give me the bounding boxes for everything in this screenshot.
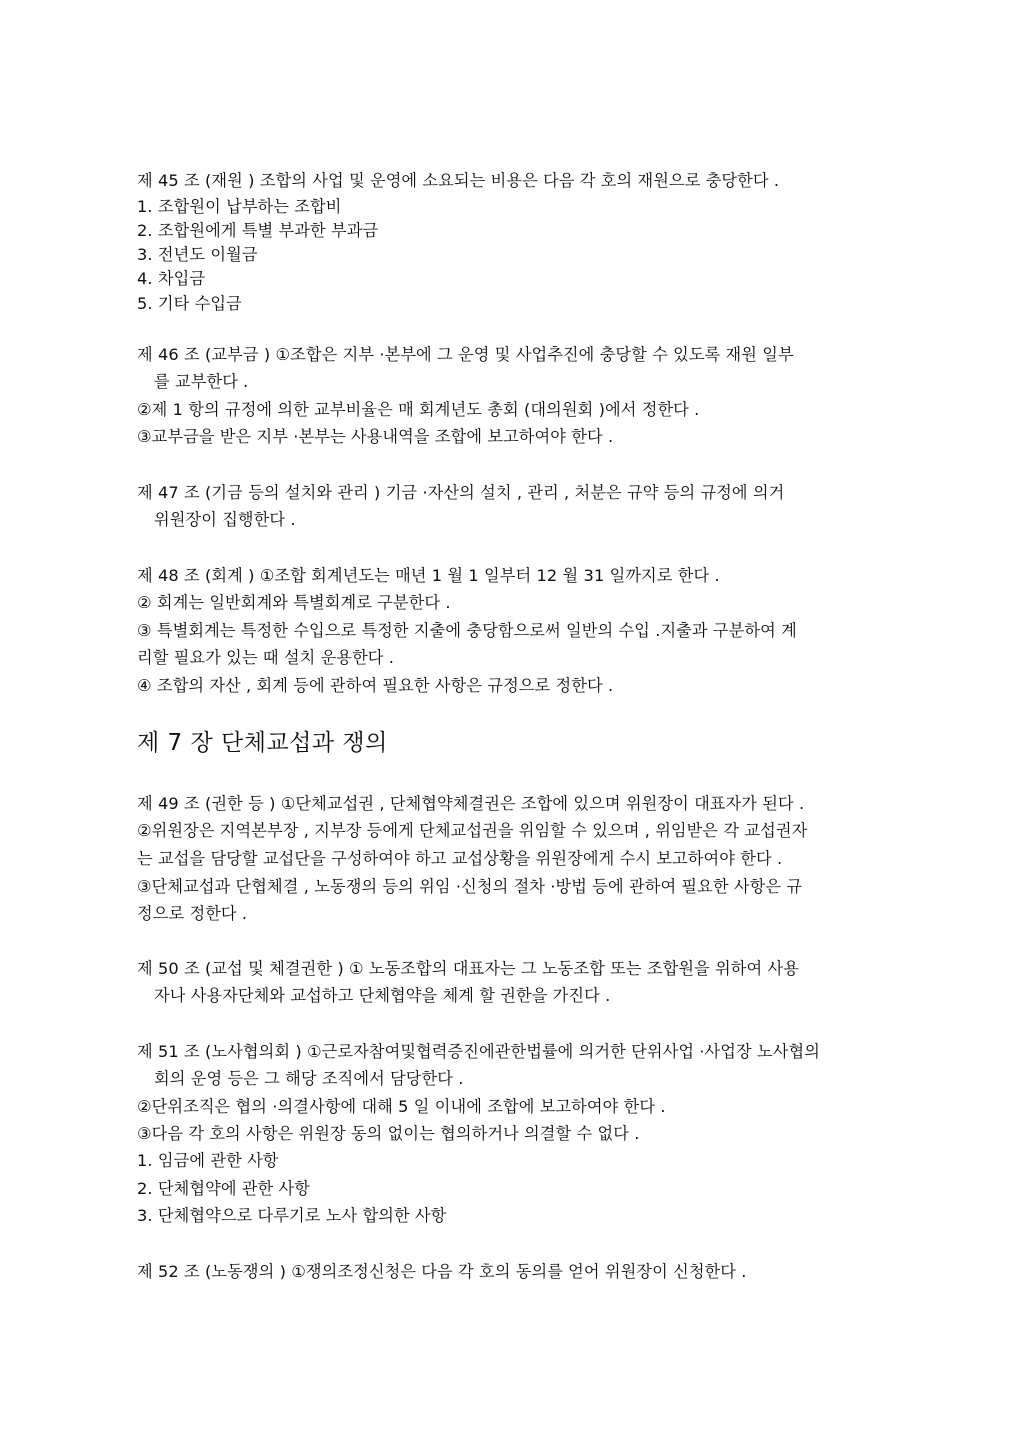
article-50-heading: 제 50 조 (교섭 및 체결권한 ) ① 노동조합의 대표자는 그 노동조합 또는 조합원을 위하여 사용 <box>137 959 799 978</box>
article-46-paragraph: ③교부금을 받은 지부 ·본부는 사용내역을 조합에 보고하여야 한다 . <box>137 427 614 446</box>
article-46-heading: 제 46 조 (교부금 ) ①조합은 지부 ·본부에 그 운영 및 사업추진에 충당할 수 있도록 재원 일부 <box>137 345 794 364</box>
article-48-paragraph: ② 회계는 일반회계와 특별회계로 구분한다 . <box>137 593 451 612</box>
article-48-paragraph: 리할 필요가 있는 때 설치 운용한다 . <box>137 648 395 667</box>
article-45-heading: 제 45 조 (재원 ) 조합의 사업 및 운영에 소요되는 비용은 다음 각 호의 재원으로 충당한다 . <box>137 171 780 190</box>
list-item: 1. 임금에 관한 사항 <box>137 1151 279 1170</box>
list-item: 2. 단체협약에 관한 사항 <box>137 1179 311 1198</box>
article-49-paragraph: 정으로 정한다 . <box>137 904 248 923</box>
list-item: 3. 단체협약으로 다루기로 노사 합의한 사항 <box>137 1206 447 1225</box>
article-47-heading: 제 47 조 (기금 등의 설치와 관리 ) 기금 ·자산의 설치 , 관리 , 처분은 규약 등의 규정에 의거 <box>137 483 785 502</box>
article-49-paragraph: ③단체교섭과 단협체결 , 노동쟁의 등의 위임 ·신청의 절차 ·방법 등에 관하여 필요한 사항은 규 <box>137 877 803 896</box>
article-48-paragraph: ③ 특별회계는 특정한 수입으로 특정한 지출에 충당함으로써 일반의 수입 .지출과 구분하여 계 <box>137 621 797 640</box>
article-50-continuation: 자나 사용자단체와 교섭하고 단체협약을 체계 할 권한을 가진다 . <box>154 986 611 1005</box>
chapter-title: 제 7 장 단체교섭과 쟁의 <box>137 730 388 756</box>
article-48-paragraph: ④ 조합의 자산 , 회계 등에 관하여 필요한 사항은 규정으로 정한다 . <box>137 676 614 695</box>
article-52-heading: 제 52 조 (노동쟁의 ) ①쟁의조정신청은 다음 각 호의 동의를 얻어 위원장이 신청한다 . <box>137 1262 747 1281</box>
article-47-continuation: 위원장이 집행한다 . <box>154 510 296 529</box>
list-item: 4. 차입금 <box>137 269 206 288</box>
list-item: 1. 조합원이 납부하는 조합비 <box>137 197 342 216</box>
article-49-heading: 제 49 조 (권한 등 ) ①단체교섭권 , 단체협약체결권은 조합에 있으며 위원장이 대표자가 된다 . <box>137 794 805 813</box>
article-49-paragraph: 는 교섭을 담당할 교섭단을 구성하여야 하고 교섭상황을 위원장에게 수시 보고하여야 한다 . <box>137 849 783 868</box>
article-46-continuation: 를 교부한다 . <box>154 372 249 391</box>
list-item: 3. 전년도 이월금 <box>137 245 258 264</box>
article-46-paragraph: ②제 1 항의 규정에 의한 교부비율은 매 회계년도 총회 (대의원회 )에서 정한다 . <box>137 400 700 419</box>
article-51-paragraph: ②단위조직은 협의 ·의결사항에 대해 5 일 이내에 조합에 보고하여야 한다 . <box>137 1097 666 1116</box>
article-51-paragraph: ③다음 각 호의 사항은 위원장 동의 없이는 협의하거나 의결할 수 없다 . <box>137 1124 640 1143</box>
article-51-continuation: 회의 운영 등은 그 해당 조직에서 담당한다 . <box>154 1069 464 1088</box>
list-item: 5. 기타 수입금 <box>137 294 242 313</box>
article-48-heading: 제 48 조 (회계 ) ①조합 회계년도는 매년 1 월 1 일부터 12 월 31 일까지로 한다 . <box>137 566 720 585</box>
article-49-paragraph: ②위원장은 지역본부장 , 지부장 등에게 단체교섭권을 위임할 수 있으며 , 위임받은 각 교섭권자 <box>137 821 808 840</box>
list-item: 2. 조합원에게 특별 부과한 부과금 <box>137 221 379 240</box>
article-51-heading: 제 51 조 (노사협의회 ) ①근로자참여및협력증진에관한법률에 의거한 단위사업 ·사업장 노사협의 <box>137 1042 820 1061</box>
